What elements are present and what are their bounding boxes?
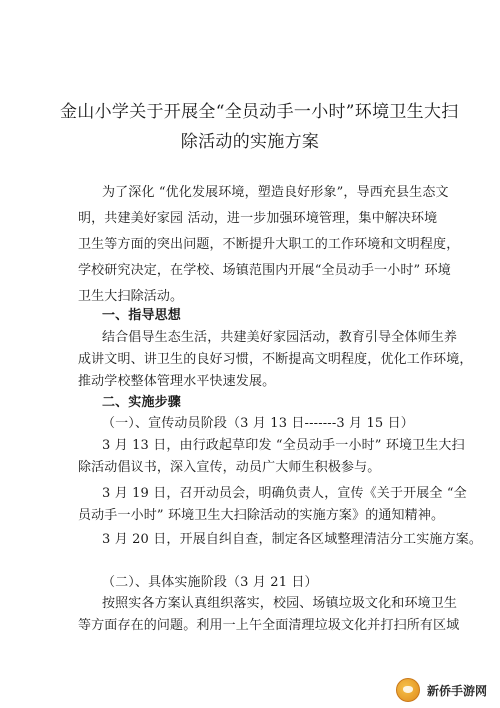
intro-line-4: 学校研究决定，在学校、场镇范围内开展“全员动手一小时” 环境	[78, 263, 451, 278]
section1-line-1: 结合倡导生态生活，共建美好家园活动，教育引导全体师生养	[102, 330, 458, 345]
document-title-line-2: 除活动的实施方案	[180, 132, 320, 152]
paragraph2-line-2: 员动手一小时” 环境卫生大扫除活动的实施方案》的通知精神。	[78, 508, 445, 523]
document-title-line-1: 金山小学关于开展全“全员动手一小时”环境卫生大扫	[60, 102, 459, 122]
intro-line-2: 明，共建美好家园 活动，进一步加强环境管理，集中解决环境	[78, 211, 438, 226]
site-watermark	[396, 678, 492, 702]
mascot-logo-icon	[396, 678, 420, 702]
intro-line-1: 为了深化 “优化发展环境，塑造良好形象”，导西充县生态文	[102, 185, 449, 200]
section1-line-3: 推动学校整体管理水平快速发展。	[78, 374, 276, 389]
section1-line-2: 成讲文明、讲卫生的良好习惯，不断提高文明程度，优化工作环境，	[78, 352, 473, 367]
paragraph1-line-2: 除活动倡议书，深入宣传，动员广大师生积极参与。	[78, 460, 381, 475]
paragraph4-line-1: 按照实各方案认真组织落实，校园、场镇垃圾文化和环境卫生	[102, 596, 458, 611]
phase1-heading: （一）、宣传动员阶段（3 月 13 日-------3 月 15 日）	[102, 416, 414, 431]
paragraph2-line-1: 3 月 19 日，召开动员会，明确负责人，宣传《关于开展全 “全	[102, 486, 467, 501]
intro-line-3: 卫生等方面的突出问题，不断提升大职工的工作环境和文明程度，	[78, 237, 460, 252]
paragraph4-line-2: 等方面存在的问题。利用一上午全面清理垃圾文化并打扫所有区域	[78, 618, 460, 633]
phase2-heading: （二）、具体实施阶段（3 月 21 日）	[102, 575, 318, 590]
paragraph1-line-1: 3 月 13 日，由行政起草印发 “全员动手一小时” 环境卫生大扫	[102, 438, 465, 453]
section-heading-implementation-steps: 二、实施步骤	[102, 395, 181, 410]
paragraph3-line-1: 3 月 20 日，开展自纠自查，制定各区域整理清洁分工实施方案。	[102, 532, 483, 547]
watermark-text: 新侨手游网	[424, 681, 490, 700]
section-heading-guiding-ideology: 一、指导思想	[102, 308, 181, 323]
intro-line-5: 卫生大扫除活动。	[78, 289, 184, 304]
